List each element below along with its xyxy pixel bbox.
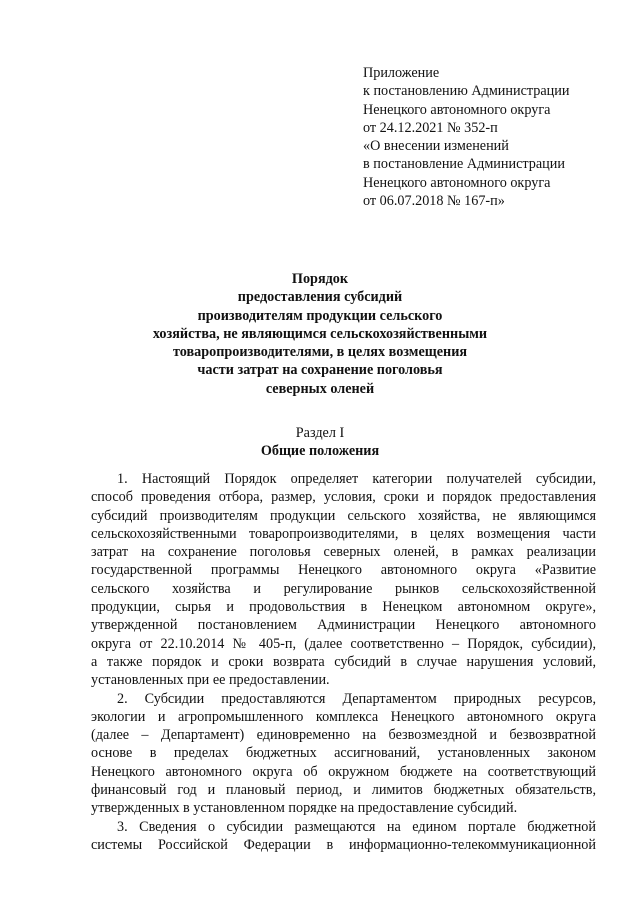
paragraph-1-line: затрат на сохранение поголовья северных оленей, в рамках реализации <box>91 544 596 561</box>
appendix-block <box>363 64 623 210</box>
document-title <box>80 270 560 398</box>
paragraph-1-line: способ проведения отбора, размер, условия, сроки и порядок предоставления <box>91 489 596 506</box>
paragraph-1-line: а также порядок и сроки возврата субсидий в случае нарушения условий, <box>91 653 596 670</box>
paragraph-2-line: финансовый год и плановый период, и лимитов бюджетных обязательств, <box>91 782 596 799</box>
title-line: хозяйства, не являющимся сельскохозяйственными <box>152 325 488 342</box>
section-heading <box>80 424 560 461</box>
section-name: Общие положения <box>260 443 380 460</box>
paragraph-1-line: сельского хозяйства и регулирование рынков сельскохозяйственной <box>91 580 596 597</box>
appendix-line: от 24.12.2021 № 352-п <box>363 119 498 136</box>
paragraph-1-line: сельскохозяйственными товаропроизводителями, в целях возмещения части <box>91 525 596 542</box>
paragraph-2-line: утвержденных в установленном порядке на предоставление субсидий. <box>91 800 518 817</box>
paragraph-2-line: 2. Субсидии предоставляются Департаментом природных ресурсов, <box>117 690 596 707</box>
paragraph-1-line: установленных при ее предоставлении. <box>91 672 330 689</box>
title-line: северных оленей <box>265 380 375 397</box>
paragraph-2-line: Ненецкого автономного округа об окружном бюджете на соответствующий <box>91 763 596 780</box>
appendix-line: от 06.07.2018 № 167-п» <box>363 193 505 210</box>
title-line: предоставления субсидий <box>237 289 403 306</box>
paragraph-3-line: 3. Сведения о субсидии размещаются на едином портале бюджетной <box>117 818 596 835</box>
appendix-line: к постановлению Администрации <box>363 83 570 100</box>
appendix-line: Ненецкого автономного округа <box>363 174 551 191</box>
appendix-line: «О внесении изменений <box>363 138 509 155</box>
paragraph-1-line: округа от 22.10.2014 № 405-п, (далее соответственно – Порядок, субсидии), <box>91 635 596 652</box>
title-line: производителям продукции сельского <box>197 307 443 324</box>
paragraph-1-line: продукции, сырья и продовольствия в Ненецком автономном округе», <box>91 599 596 616</box>
paragraph-1-line: субсидий производителям продукции сельского хозяйства, не являющимся <box>91 507 596 524</box>
document-body <box>91 470 596 854</box>
title-line: части затрат на сохранение поголовья <box>197 362 443 379</box>
paragraph-2-line: экологии и агропромышленного комплекса Ненецкого автономного округа <box>91 708 596 725</box>
title-line: Порядок <box>291 271 349 287</box>
title-line: товаропроизводителями, в целях возмещения <box>172 344 468 361</box>
paragraph-2-line: основе в пределах бюджетных ассигнований, установленных законом <box>91 745 596 762</box>
appendix-line: Приложение <box>363 65 440 81</box>
paragraph-1-line: государственной программы Ненецкого автономного округа «Развитие <box>91 562 596 579</box>
appendix-line: Ненецкого автономного округа <box>363 101 551 118</box>
paragraph-2-line: (далее – Департамент) единовременно на безвозмездной и безвозвратной <box>91 727 596 744</box>
section-number: Раздел I <box>295 425 345 441</box>
paragraph-1-line: утвержденной постановлением Администрации Ненецкого автономного <box>91 617 596 634</box>
paragraph-3-line: системы Российской Федерации в информационно-телекоммуникационной <box>91 836 596 853</box>
appendix-line: в постановление Администрации <box>363 156 565 173</box>
paragraph-1-line: 1. Настоящий Порядок определяет категории получателей субсидии, <box>117 471 596 487</box>
